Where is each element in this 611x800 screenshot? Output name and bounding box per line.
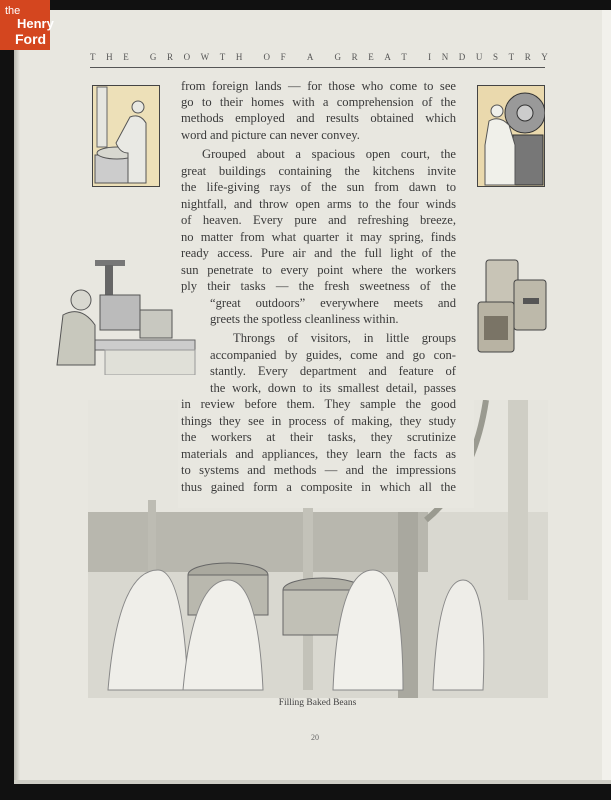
illustration-man-kettle (92, 85, 160, 187)
body-line: go to their homes with a comprehension of the (181, 95, 456, 109)
rh-letter: T (219, 52, 226, 62)
rh-letter: N (441, 52, 449, 62)
page-edge (602, 10, 611, 784)
body-line: from foreign lands — for those who come to see (181, 79, 456, 93)
body-line: no matter from what quarter it may spring, finds (181, 230, 456, 244)
body-line: materials and appliances, they learn the facts as (181, 447, 456, 461)
rh-letter: D (458, 52, 466, 62)
body-line: the life-giving rays of the sun from dawn to (181, 180, 456, 194)
running-head (90, 52, 548, 62)
rh-letter: T (90, 52, 96, 62)
rh-letter: R (524, 52, 531, 62)
illustration-woman-machine (477, 85, 545, 187)
body-line: the work, down to its smallest detail, passes (210, 381, 456, 395)
body-line: greets the spotless cleanliness within. (210, 312, 399, 326)
body-line: word and picture can never convey. (181, 128, 360, 142)
body-line: ply their tasks — the fresh sweetness of the (181, 279, 456, 293)
body-line: Grouped about a spacious open court, the (202, 147, 456, 161)
rh-letter: O (183, 52, 191, 62)
body-line: thus gained form a composite in which all the (181, 480, 456, 494)
rh-letter: W (200, 52, 210, 62)
body-line: Throngs of visitors, in little groups (233, 331, 456, 345)
henry-ford-logo[interactable] (0, 0, 54, 50)
body-line: accompanied by guides, come and go con- (210, 348, 456, 362)
rh-letter: R (351, 52, 358, 62)
rh-letter: Y (541, 52, 548, 62)
header-rule (90, 67, 545, 68)
body-line: “great outdoors” everywhere meets and (210, 296, 456, 310)
body-line: to systems and methods — and the impressions (181, 463, 456, 477)
rh-letter: U (475, 52, 483, 62)
body-line: methods employed and results obtained which (181, 111, 456, 125)
rh-letter: G (334, 52, 342, 62)
body-line: the workers at their tasks, they scrutinize (181, 430, 456, 444)
body-line: in review before them. They sample the good (181, 397, 456, 411)
rh-letter: A (384, 52, 391, 62)
logo-ford: Ford (15, 31, 47, 47)
body-line: stantly. Every department and feature of (210, 364, 456, 378)
figure-caption: Filling Baked Beans (278, 698, 357, 708)
page-gutter-shadow (14, 10, 20, 782)
rh-letter: A (306, 52, 314, 62)
body-line: sun penetrate to every point where the workers (181, 263, 456, 277)
rh-letter: T (401, 52, 407, 62)
rh-letter: H (235, 52, 243, 62)
rh-letter: S (492, 52, 498, 62)
body-line: of heaven. Every pure and refreshing breeze, (181, 213, 456, 227)
page-number: 20 (311, 733, 319, 742)
logo-the: the (5, 5, 21, 17)
illustration-woman-conveyor (55, 255, 200, 375)
rh-letter: I (428, 52, 432, 62)
body-line: things they see in process of making, they study (181, 414, 456, 428)
body-line: nightfall, and throw open arms to the four winds (181, 197, 456, 211)
rh-letter: E (123, 52, 129, 62)
body-line: great buildings containing the kitchens invite (181, 164, 456, 178)
rh-letter: R (166, 52, 173, 62)
illustration-heinz-cans (476, 258, 551, 354)
rh-letter: E (368, 52, 374, 62)
logo-henry: Henry (17, 16, 54, 31)
rh-letter: F (280, 52, 286, 62)
rh-letter: O (263, 52, 271, 62)
rh-letter: G (149, 52, 157, 62)
rh-letter: T (508, 52, 515, 62)
page-bottom-edge (14, 780, 611, 784)
body-line: ready access. Pure air and the full light of the (181, 246, 456, 260)
rh-letter: H (106, 52, 113, 62)
